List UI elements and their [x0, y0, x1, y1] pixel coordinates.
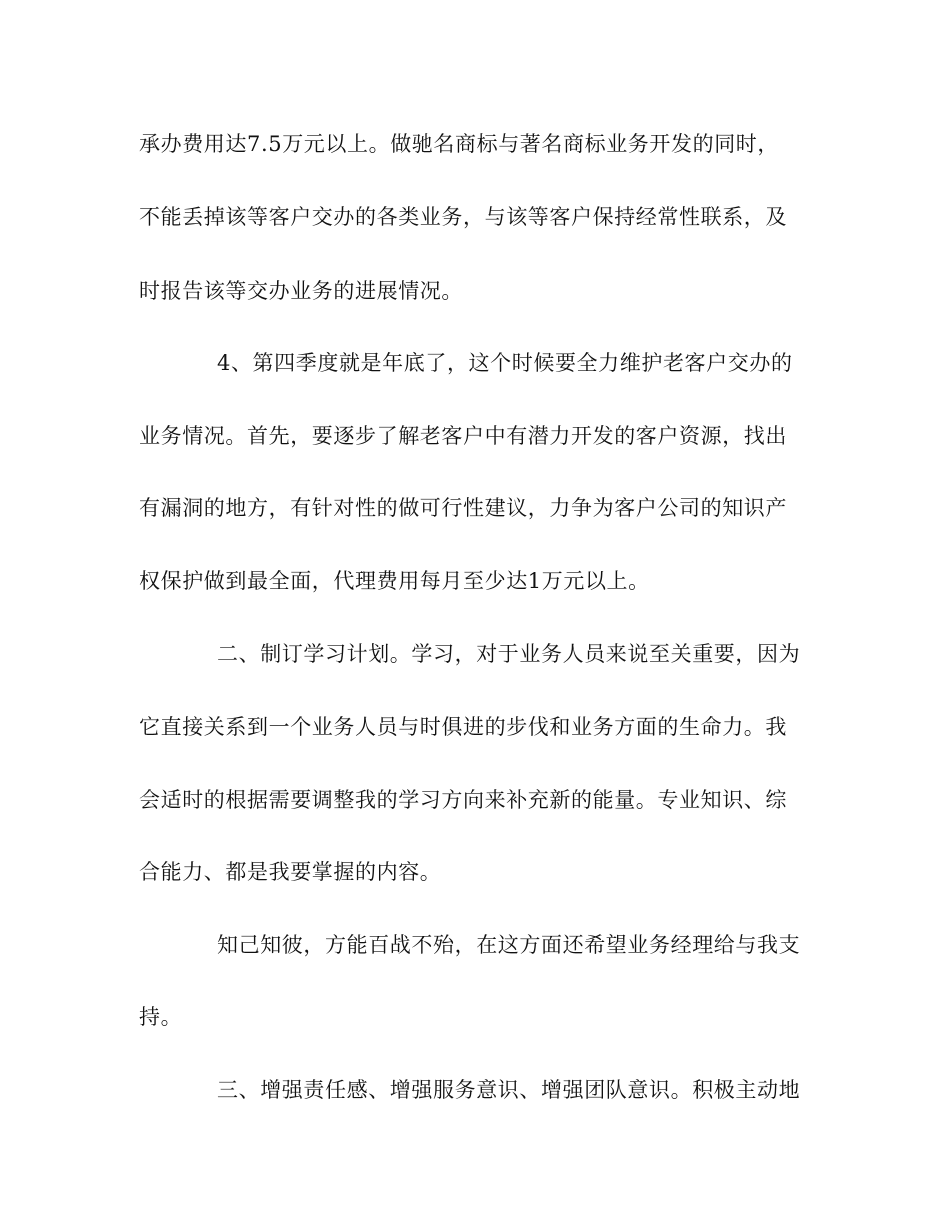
- text-line: 有漏洞的地方，有针对性的做可行性建议，力争为客户公司的知识产: [139, 496, 787, 520]
- paragraph-start-line: 4、第四季度就是年底了，这个时候要全力维护老客户交办的: [217, 351, 793, 375]
- paragraph-start-line: 三、增强责任感、增强服务意识、增强团队意识。积极主动地: [217, 1078, 801, 1102]
- paragraph-start-line: 知己知彼，方能百战不殆，在这方面还希望业务经理给与我支: [217, 933, 801, 957]
- text-line: 它直接关系到一个业务人员与时俱进的步伐和业务方面的生命力。我: [139, 715, 787, 739]
- text-line: 持。: [139, 1005, 183, 1029]
- text-line: 业务情况。首先，要逐步了解老客户中有潜力开发的客户资源，找出: [139, 424, 787, 448]
- text-line: 合能力、都是我要掌握的内容。: [139, 860, 442, 884]
- text-line: 权保护做到最全面，代理费用每月至少达1万元以上。: [139, 569, 650, 593]
- text-line: 会适时的根据需要调整我的学习方向来补充新的能量。专业知识、综: [139, 788, 787, 812]
- text-line: 承办费用达7.5万元以上。做驰名商标与著名商标业务开发的同时，: [139, 132, 779, 156]
- text-line: 时报告该等交办业务的进展情况。: [139, 279, 463, 303]
- paragraph-start-line: 二、制订学习计划。学习，对于业务人员来说至关重要，因为: [217, 642, 801, 666]
- text-line: 不能丢掉该等客户交办的各类业务，与该等客户保持经常性联系，及: [139, 205, 787, 229]
